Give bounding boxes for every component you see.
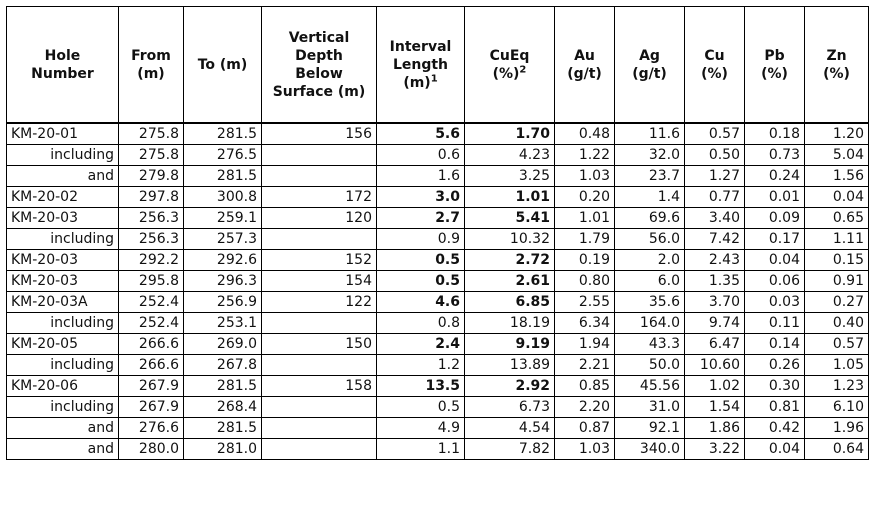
cell-zn: 0.64	[805, 439, 869, 460]
cell-to: 253.1	[184, 313, 262, 334]
cell-depth	[262, 229, 377, 250]
cell-zn: 1.23	[805, 376, 869, 397]
table-row	[7, 439, 869, 460]
cell-cueq: 6.85	[465, 292, 555, 313]
cell-cueq: 10.32	[465, 229, 555, 250]
cell-interval: 5.6	[377, 123, 465, 145]
cell-cu: 7.42	[685, 229, 745, 250]
cell-ag: 31.0	[615, 397, 685, 418]
cell-pb: 0.17	[745, 229, 805, 250]
cell-ag: 50.0	[615, 355, 685, 376]
cell-pb: 0.73	[745, 145, 805, 166]
cell-hole: KM-20-02	[7, 187, 119, 208]
cell-depth	[262, 397, 377, 418]
cell-to: 267.8	[184, 355, 262, 376]
cell-to: 281.5	[184, 418, 262, 439]
cell-au: 1.79	[555, 229, 615, 250]
cell-hole: including	[7, 229, 119, 250]
cell-interval: 0.5	[377, 250, 465, 271]
cell-cueq: 1.70	[465, 123, 555, 145]
table-row	[7, 123, 869, 145]
cell-to: 257.3	[184, 229, 262, 250]
table-row	[7, 376, 869, 397]
cell-cueq: 3.25	[465, 166, 555, 187]
cell-au: 0.20	[555, 187, 615, 208]
cell-pb: 0.26	[745, 355, 805, 376]
cell-depth	[262, 145, 377, 166]
cell-to: 269.0	[184, 334, 262, 355]
cell-pb: 0.11	[745, 313, 805, 334]
cell-hole: KM-20-05	[7, 334, 119, 355]
cell-zn: 1.11	[805, 229, 869, 250]
table-row	[7, 208, 869, 229]
cell-pb: 0.42	[745, 418, 805, 439]
cell-hole: KM-20-06	[7, 376, 119, 397]
header-vertical-depth: Vertical Depth Below Surface (m)	[262, 7, 377, 124]
cell-depth	[262, 439, 377, 460]
cell-ag: 45.56	[615, 376, 685, 397]
cell-depth	[262, 166, 377, 187]
cell-au: 2.55	[555, 292, 615, 313]
cell-from: 267.9	[119, 376, 184, 397]
header-cu: Cu (%)	[685, 7, 745, 124]
header-pb: Pb (%)	[745, 7, 805, 124]
assay-results-table-container	[6, 6, 868, 460]
cell-cu: 1.27	[685, 166, 745, 187]
cell-hole: KM-20-03	[7, 208, 119, 229]
cell-from: 292.2	[119, 250, 184, 271]
table-body	[7, 123, 869, 460]
cell-cueq: 13.89	[465, 355, 555, 376]
cell-depth	[262, 418, 377, 439]
cell-zn: 0.15	[805, 250, 869, 271]
cell-pb: 0.03	[745, 292, 805, 313]
cell-interval: 1.2	[377, 355, 465, 376]
header-from: From (m)	[119, 7, 184, 124]
cell-from: 266.6	[119, 334, 184, 355]
cell-cueq: 4.23	[465, 145, 555, 166]
table-row	[7, 250, 869, 271]
assay-results-table	[6, 6, 869, 460]
cell-interval: 0.5	[377, 271, 465, 292]
cell-pb: 0.30	[745, 376, 805, 397]
cell-interval: 2.7	[377, 208, 465, 229]
header-interval-length: Interval Length $(m)^1$	[377, 7, 465, 124]
header-row	[7, 7, 869, 124]
cell-au: 0.85	[555, 376, 615, 397]
cell-depth: 154	[262, 271, 377, 292]
cell-cu: 1.02	[685, 376, 745, 397]
header-hole-number: Hole Number	[7, 7, 119, 124]
cell-cu: 3.22	[685, 439, 745, 460]
cell-au: 6.34	[555, 313, 615, 334]
cell-ag: 2.0	[615, 250, 685, 271]
cell-hole: including	[7, 145, 119, 166]
cell-cu: 1.54	[685, 397, 745, 418]
cell-au: 1.01	[555, 208, 615, 229]
cell-cu: 1.35	[685, 271, 745, 292]
cell-interval: 3.0	[377, 187, 465, 208]
cell-ag: 6.0	[615, 271, 685, 292]
cell-hole: and	[7, 166, 119, 187]
cell-hole: KM-20-03A	[7, 292, 119, 313]
cell-au: 1.22	[555, 145, 615, 166]
cell-interval: 0.5	[377, 397, 465, 418]
cell-ag: 164.0	[615, 313, 685, 334]
cell-pb: 0.04	[745, 439, 805, 460]
cell-to: 300.8	[184, 187, 262, 208]
cell-au: 2.21	[555, 355, 615, 376]
cell-interval: 0.8	[377, 313, 465, 334]
cell-zn: 0.27	[805, 292, 869, 313]
cell-hole: and	[7, 439, 119, 460]
cell-au: 0.80	[555, 271, 615, 292]
cell-from: 280.0	[119, 439, 184, 460]
cell-cueq: 4.54	[465, 418, 555, 439]
cell-cueq: 7.82	[465, 439, 555, 460]
table-row	[7, 292, 869, 313]
cell-ag: 35.6	[615, 292, 685, 313]
cell-pb: 0.09	[745, 208, 805, 229]
cell-depth: 150	[262, 334, 377, 355]
cell-cu: 10.60	[685, 355, 745, 376]
cell-au: 0.87	[555, 418, 615, 439]
cell-cueq: 5.41	[465, 208, 555, 229]
cell-from: 279.8	[119, 166, 184, 187]
cell-cu: 0.57	[685, 123, 745, 145]
cell-cueq: 2.61	[465, 271, 555, 292]
cell-depth: 122	[262, 292, 377, 313]
cell-zn: 6.10	[805, 397, 869, 418]
cell-zn: 1.96	[805, 418, 869, 439]
cell-au: 0.19	[555, 250, 615, 271]
cell-cu: 1.86	[685, 418, 745, 439]
cell-to: 281.5	[184, 166, 262, 187]
cell-au: 1.03	[555, 439, 615, 460]
cell-from: 275.8	[119, 145, 184, 166]
cell-cu: 2.43	[685, 250, 745, 271]
cell-pb: 0.24	[745, 166, 805, 187]
cell-interval: 0.6	[377, 145, 465, 166]
table-row	[7, 229, 869, 250]
cell-from: 276.6	[119, 418, 184, 439]
cell-depth: 158	[262, 376, 377, 397]
cell-from: 252.4	[119, 292, 184, 313]
cell-ag: 56.0	[615, 229, 685, 250]
cell-pb: 0.18	[745, 123, 805, 145]
table-row	[7, 355, 869, 376]
header-cueq: CuEq (%)$^2$	[465, 7, 555, 124]
cell-ag: 43.3	[615, 334, 685, 355]
table-row	[7, 271, 869, 292]
cell-from: 267.9	[119, 397, 184, 418]
cell-from: 297.8	[119, 187, 184, 208]
cell-from: 252.4	[119, 313, 184, 334]
cell-depth	[262, 313, 377, 334]
cell-ag: 92.1	[615, 418, 685, 439]
cell-pb: 0.01	[745, 187, 805, 208]
cell-to: 276.5	[184, 145, 262, 166]
table-row	[7, 145, 869, 166]
cell-cueq: 6.73	[465, 397, 555, 418]
cell-cu: 3.70	[685, 292, 745, 313]
cell-hole: KM-20-01	[7, 123, 119, 145]
cell-ag: 1.4	[615, 187, 685, 208]
cell-interval: 1.1	[377, 439, 465, 460]
table-row	[7, 397, 869, 418]
cell-to: 281.5	[184, 123, 262, 145]
cell-au: 1.03	[555, 166, 615, 187]
cell-pb: 0.14	[745, 334, 805, 355]
cell-zn: 0.57	[805, 334, 869, 355]
table-row	[7, 334, 869, 355]
cell-interval: 4.6	[377, 292, 465, 313]
cell-zn: 0.91	[805, 271, 869, 292]
cell-depth: 120	[262, 208, 377, 229]
cell-cueq: 9.19	[465, 334, 555, 355]
cell-depth: 152	[262, 250, 377, 271]
table-row	[7, 166, 869, 187]
cell-ag: 69.6	[615, 208, 685, 229]
cell-hole: KM-20-03	[7, 250, 119, 271]
cell-interval: 4.9	[377, 418, 465, 439]
cell-cueq: 1.01	[465, 187, 555, 208]
cell-interval: 1.6	[377, 166, 465, 187]
cell-to: 256.9	[184, 292, 262, 313]
cell-pb: 0.04	[745, 250, 805, 271]
cell-zn: 0.40	[805, 313, 869, 334]
cell-interval: 2.4	[377, 334, 465, 355]
header-ag: Ag (g/t)	[615, 7, 685, 124]
cell-to: 281.5	[184, 376, 262, 397]
cell-hole: including	[7, 355, 119, 376]
cell-depth: 172	[262, 187, 377, 208]
cell-zn: 5.04	[805, 145, 869, 166]
header-to: To (m)	[184, 7, 262, 124]
cell-ag: 32.0	[615, 145, 685, 166]
cell-cueq: 2.92	[465, 376, 555, 397]
cell-zn: 1.05	[805, 355, 869, 376]
cell-cu: 6.47	[685, 334, 745, 355]
cell-zn: 0.04	[805, 187, 869, 208]
cell-zn: 1.20	[805, 123, 869, 145]
cell-from: 256.3	[119, 208, 184, 229]
cell-to: 268.4	[184, 397, 262, 418]
cell-cu: 3.40	[685, 208, 745, 229]
cell-ag: 340.0	[615, 439, 685, 460]
cell-ag: 23.7	[615, 166, 685, 187]
cell-from: 295.8	[119, 271, 184, 292]
cell-cu: 9.74	[685, 313, 745, 334]
cell-ag: 11.6	[615, 123, 685, 145]
header-au: Au (g/t)	[555, 7, 615, 124]
table-row	[7, 418, 869, 439]
cell-zn: 0.65	[805, 208, 869, 229]
cell-cu: 0.50	[685, 145, 745, 166]
cell-hole: and	[7, 418, 119, 439]
cell-to: 296.3	[184, 271, 262, 292]
table-row	[7, 313, 869, 334]
cell-interval: 0.9	[377, 229, 465, 250]
cell-hole: KM-20-03	[7, 271, 119, 292]
cell-interval: 13.5	[377, 376, 465, 397]
cell-cueq: 2.72	[465, 250, 555, 271]
cell-hole: including	[7, 313, 119, 334]
cell-to: 259.1	[184, 208, 262, 229]
cell-zn: 1.56	[805, 166, 869, 187]
cell-to: 292.6	[184, 250, 262, 271]
cell-cu: 0.77	[685, 187, 745, 208]
header-zn: Zn (%)	[805, 7, 869, 124]
cell-hole: including	[7, 397, 119, 418]
cell-depth	[262, 355, 377, 376]
cell-au: 0.48	[555, 123, 615, 145]
cell-depth: 156	[262, 123, 377, 145]
cell-au: 1.94	[555, 334, 615, 355]
cell-from: 266.6	[119, 355, 184, 376]
cell-cueq: 18.19	[465, 313, 555, 334]
table-row	[7, 187, 869, 208]
cell-pb: 0.06	[745, 271, 805, 292]
cell-au: 2.20	[555, 397, 615, 418]
cell-to: 281.0	[184, 439, 262, 460]
cell-pb: 0.81	[745, 397, 805, 418]
cell-from: 275.8	[119, 123, 184, 145]
cell-from: 256.3	[119, 229, 184, 250]
